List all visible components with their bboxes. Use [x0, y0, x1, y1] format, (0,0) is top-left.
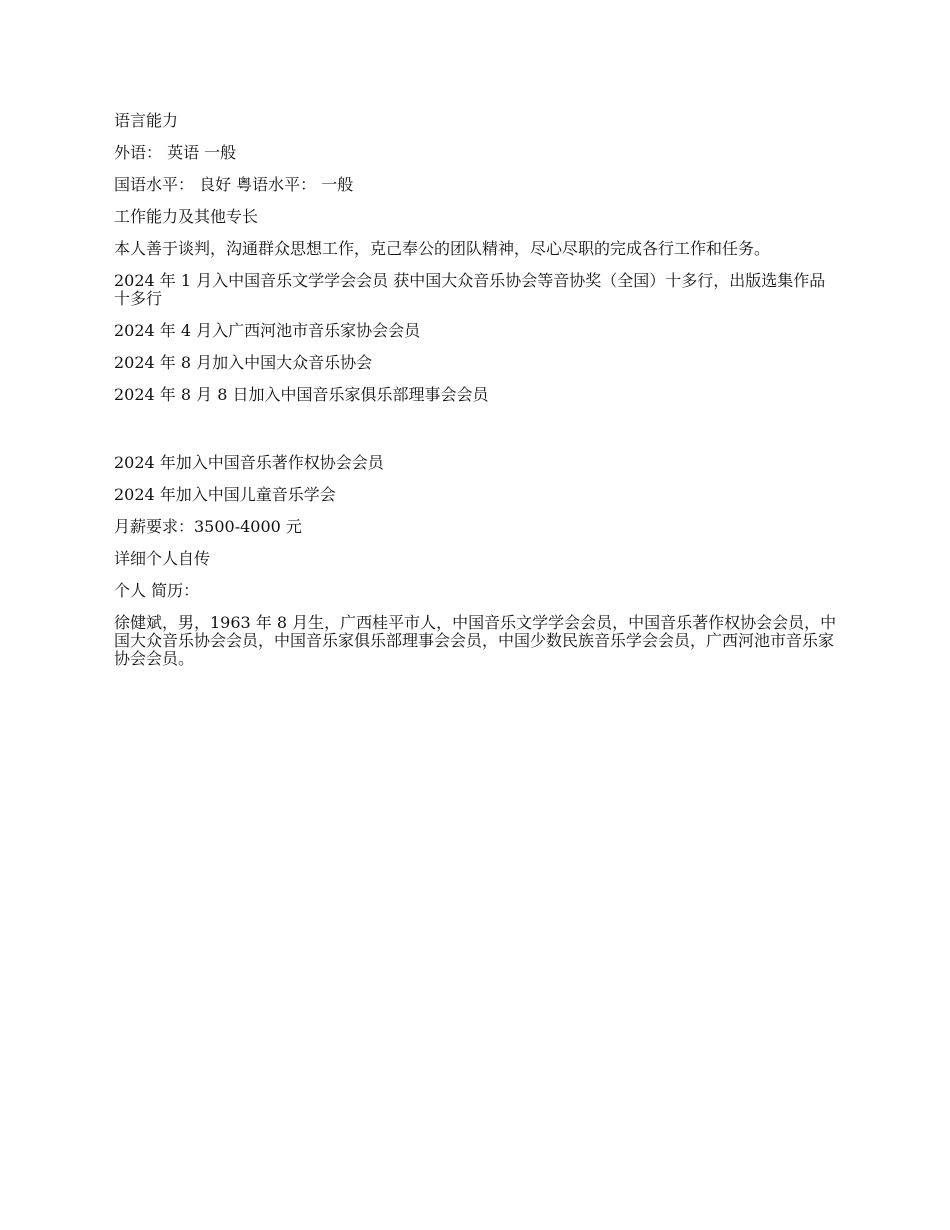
- membership-entry: 2024 年 4 月入广西河池市音乐家协会会员: [114, 321, 421, 340]
- foreign-language-line: 外语： 英语 一般: [114, 143, 237, 162]
- heading-language-ability: 语言能力: [114, 111, 179, 130]
- membership-entry: 2024 年 8 月 8 日加入中国音乐家俱乐部理事会会员: [114, 385, 489, 404]
- blank-spacer: [114, 418, 838, 454]
- membership-entry: 2024 年 8 月加入中国大众音乐协会: [114, 353, 373, 372]
- membership-entry: 2024 年加入中国音乐著作权协会会员: [114, 453, 384, 472]
- membership-entry: 2024 年加入中国儿童音乐学会: [114, 485, 336, 504]
- heading-work-ability: 工作能力及其他专长: [114, 207, 259, 226]
- heading-autobiography: 详细个人自传: [114, 549, 211, 568]
- biography-paragraph: 徐健斌，男，1963 年 8 月生，广西桂平市人，中国音乐文学学会会员，中国音乐著作权协会会员，中国大众音乐协会会员，中国音乐家俱乐部理事会会员，中国少数民族音乐学会会员，广西河池市音乐家协会会员。: [114, 613, 837, 668]
- membership-entry: 2024 年 1 月入中国音乐文学学会会员 获中国大众音乐协会等音协奖（全国）十多行，出版选集作品十多行: [114, 271, 826, 308]
- salary-requirement-line: 月薪要求：3500-4000 元: [114, 517, 302, 536]
- dialect-level-line: 国语水平： 良好 粤语水平： 一般: [114, 175, 354, 194]
- self-description-paragraph: 本人善于谈判，沟通群众思想工作，克己奉公的团队精神，尽心尽职的完成各行工作和任务。: [114, 239, 771, 258]
- heading-resume: 个人 简历：: [114, 581, 200, 600]
- document-page: [114, 112, 838, 682]
